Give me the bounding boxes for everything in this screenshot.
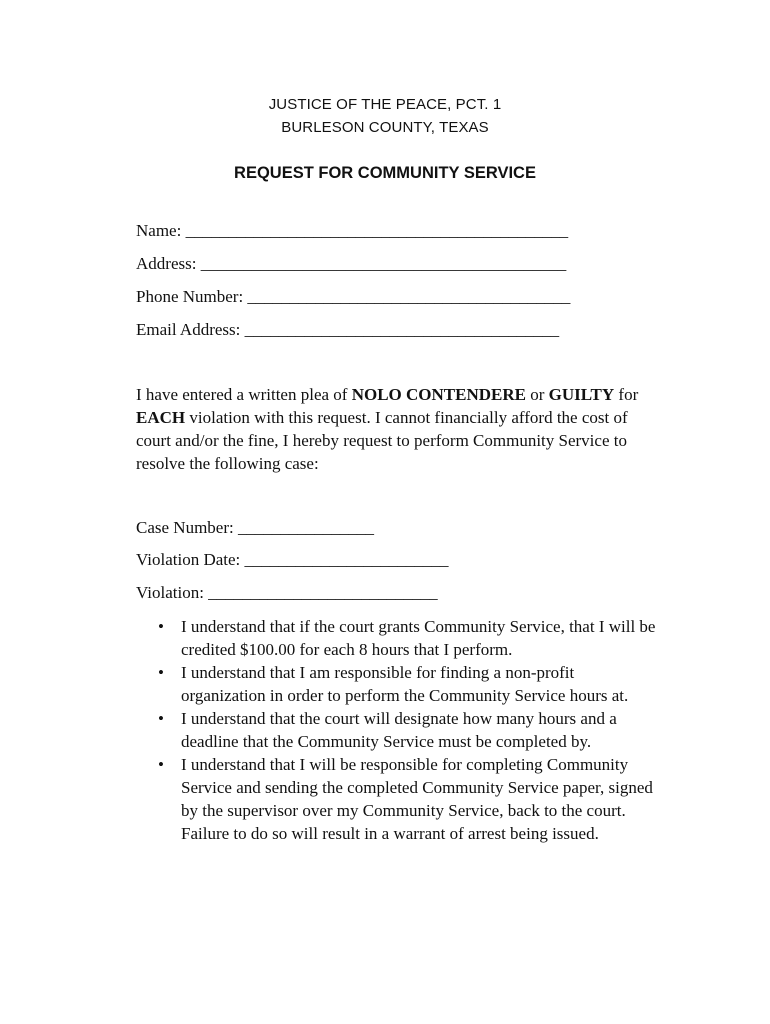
statement-text: I have entered a written plea of — [136, 385, 352, 404]
acknowledgement-text: Failure to do so will result in a warrant of arrest being issued. — [181, 824, 599, 843]
acknowledgement-text: I understand that the court will designate how many hours and a — [181, 709, 617, 728]
acknowledgement-text: by the supervisor over my Community Service, back to the court. — [181, 801, 626, 820]
violation-field: Violation: ___________________________ — [136, 583, 438, 602]
acknowledgement-text: Service and sending the completed Community Service paper, signed — [181, 778, 653, 797]
acknowledgement-text: credited $100.00 for each 8 hours that I perform. — [181, 640, 513, 659]
address-field: Address: ___________________________________________ — [136, 254, 567, 273]
county-name: BURLESON COUNTY, TEXAS — [281, 119, 489, 136]
bullet-icon: • — [158, 755, 164, 774]
guilty-text: GUILTY — [548, 385, 615, 404]
bullet-icon: • — [158, 663, 164, 682]
statement-line-2 — [136, 406, 676, 429]
case-number-field: Case Number: ________________ — [136, 518, 374, 537]
court-name: JUSTICE OF THE PEACE, PCT. 1 — [268, 96, 502, 113]
statement-line-4: resolve the following case: — [136, 454, 319, 473]
acknowledgement-item — [155, 707, 685, 753]
bullet-icon: • — [158, 617, 164, 636]
email-address-field: Email Address: _____________________________________ — [136, 320, 560, 339]
acknowledgement-text: I understand that I will be responsible for completing Community — [181, 755, 629, 774]
acknowledgement-list — [155, 615, 685, 845]
acknowledgement-text: deadline that the Community Service must be completed by. — [181, 732, 592, 751]
statement-line-3: court and/or the fine, I hereby request to perform Community Service to — [136, 431, 627, 450]
acknowledgement-item — [155, 661, 685, 707]
bullet-icon: • — [158, 709, 164, 728]
statement-text: or — [525, 385, 549, 404]
acknowledgement-text: I understand that I am responsible for finding a non-profit — [181, 663, 575, 682]
nolo-contendere-text: NOLO CONTENDERE — [351, 385, 526, 404]
acknowledgement-text: I understand that if the court grants Community Service, that I will be — [181, 617, 656, 636]
statement-text: violation with this request. I cannot financially afford the cost of — [185, 408, 628, 427]
name-field: Name: _____________________________________________ — [136, 221, 569, 240]
form-title: REQUEST FOR COMMUNITY SERVICE — [234, 164, 536, 182]
statement-line-1 — [136, 383, 676, 406]
plea-statement — [136, 383, 676, 475]
violation-date-field: Violation Date: ________________________ — [136, 550, 449, 569]
acknowledgement-item — [155, 753, 685, 845]
acknowledgement-item — [155, 615, 685, 661]
each-text: EACH — [136, 408, 186, 427]
phone-number-field: Phone Number: ______________________________________ — [136, 287, 571, 306]
statement-text: for — [614, 385, 639, 404]
acknowledgement-text: organization in order to perform the Community Service hours at. — [181, 686, 629, 705]
